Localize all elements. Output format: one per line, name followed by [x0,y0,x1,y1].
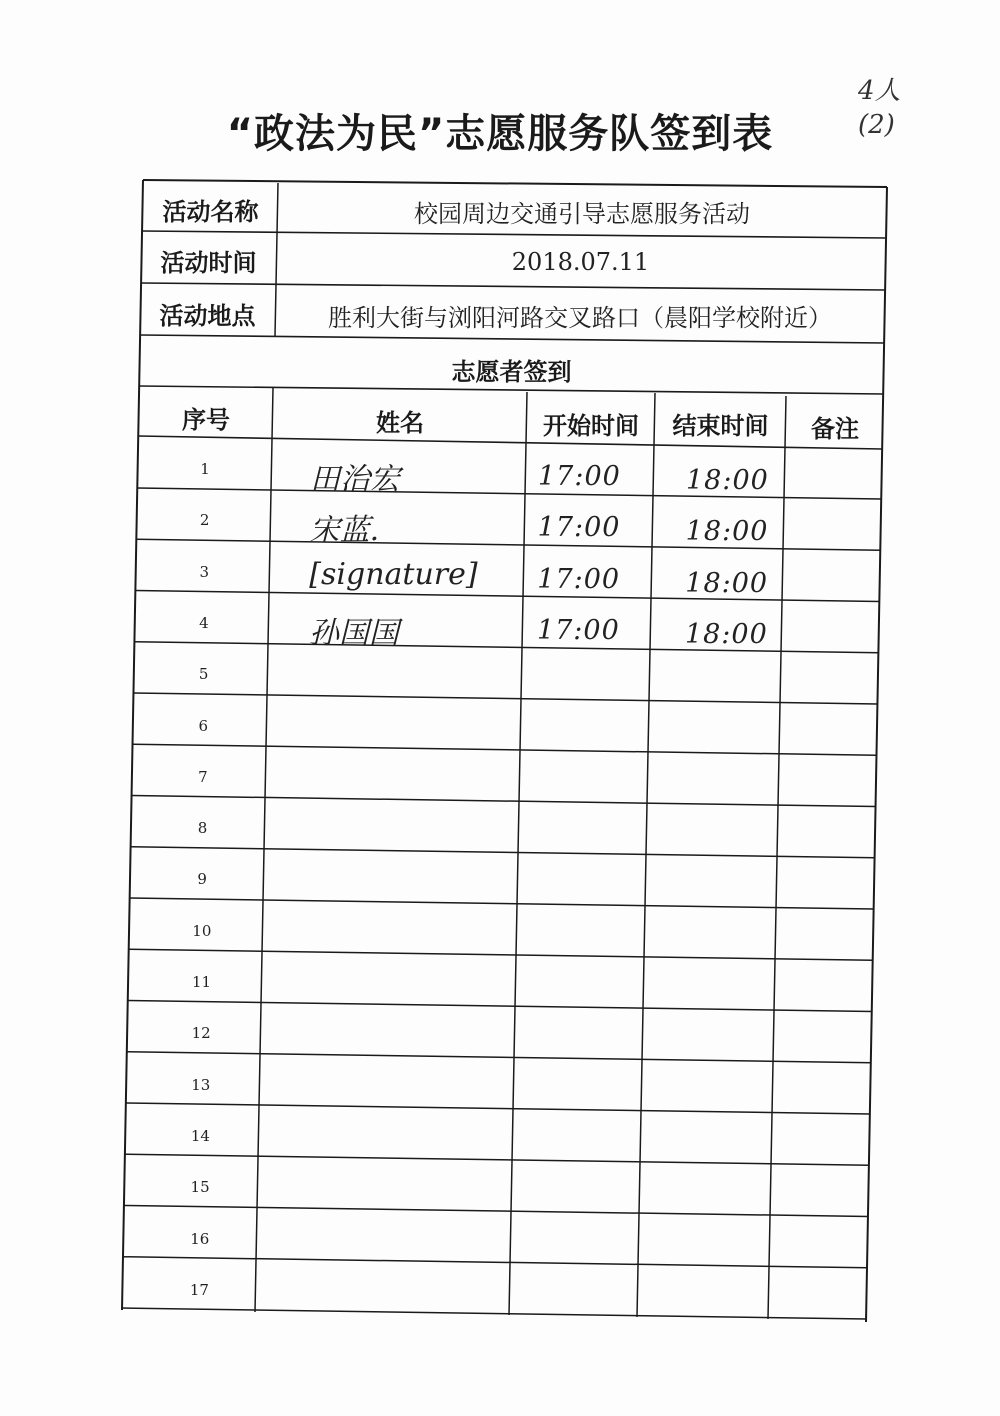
table-rule [768,396,786,1319]
volunteer-name-signature: 宋蓝. [309,513,380,549]
start-time: 17:00 [536,614,620,646]
table-rule [140,335,884,343]
activity-time-label: 活动时间 [160,249,257,277]
table-rule [137,539,881,550]
activity-place-value: 胜利大街与浏阳河路交叉路口（晨阳学校附近） [328,304,832,332]
row-number: 14 [190,1126,210,1145]
start-time: 17:00 [537,512,621,544]
activity-name-label: 活动名称 [162,198,259,226]
table-rule [141,283,885,290]
table-rule [509,392,527,1315]
row-number: 13 [191,1075,211,1094]
row-number: 1 [200,460,210,478]
table-rule [127,1052,871,1063]
row-number: 7 [198,767,208,786]
table-rule [123,1308,867,1319]
table-rule [133,744,877,755]
page-title: “政法为民”志愿服务队签到表 [226,111,774,157]
activity-time-value: 2018.07.11 [511,248,650,276]
row-number: 5 [198,665,209,684]
activity-place-label: 活动地点 [159,302,256,330]
row-number: 12 [191,1024,211,1043]
table-rule [129,949,873,960]
column-header-remark: 备注 [811,415,859,443]
table-rule [124,1257,868,1268]
row-number: 10 [192,921,212,940]
row-number: 9 [197,870,207,889]
row-number: 17 [189,1280,209,1299]
row-number: 15 [190,1178,210,1197]
activity-name-value: 校园周边交通引导志愿服务活动 [414,200,750,228]
column-header-start: 开始时间 [543,412,639,440]
row-number: 11 [191,973,212,991]
column-header-name: 姓名 [376,409,424,437]
row-number: 3 [199,562,210,581]
table-rule [131,847,875,858]
end-time: 18:00 [684,618,768,650]
row-number: 4 [199,613,209,632]
start-time: 17:00 [537,563,621,595]
start-time: 17:00 [538,461,621,492]
row-number: 8 [197,819,208,838]
table-rule [143,180,887,187]
table-rule [132,796,876,807]
row-number: 6 [198,716,209,735]
end-time: 18:00 [685,567,769,599]
table-rule [142,231,886,238]
volunteer-name-signature: 田治宏 [310,462,400,497]
table-rule [130,898,874,909]
column-header-end: 结束时间 [672,412,769,440]
volunteer-name-signature: [signature] [309,556,478,592]
row-number: 2 [199,511,210,530]
section-title: 志愿者签到 [451,358,572,386]
table-rule [125,1206,869,1217]
table-rule [126,1103,870,1114]
volunteer-name-signature: 孙国国 [308,615,399,651]
table-rule [137,488,881,499]
table-rule [128,1001,872,1012]
column-header-no: 序号 [182,406,230,434]
table-rule [125,1154,869,1165]
corner-note-index: (2) [858,110,895,140]
end-time: 18:00 [685,516,769,548]
table-rule [139,386,883,394]
table-rule [134,693,878,704]
corner-note-count: 4人 [858,76,901,106]
row-number: 16 [190,1229,210,1248]
end-time: 18:00 [686,465,769,496]
